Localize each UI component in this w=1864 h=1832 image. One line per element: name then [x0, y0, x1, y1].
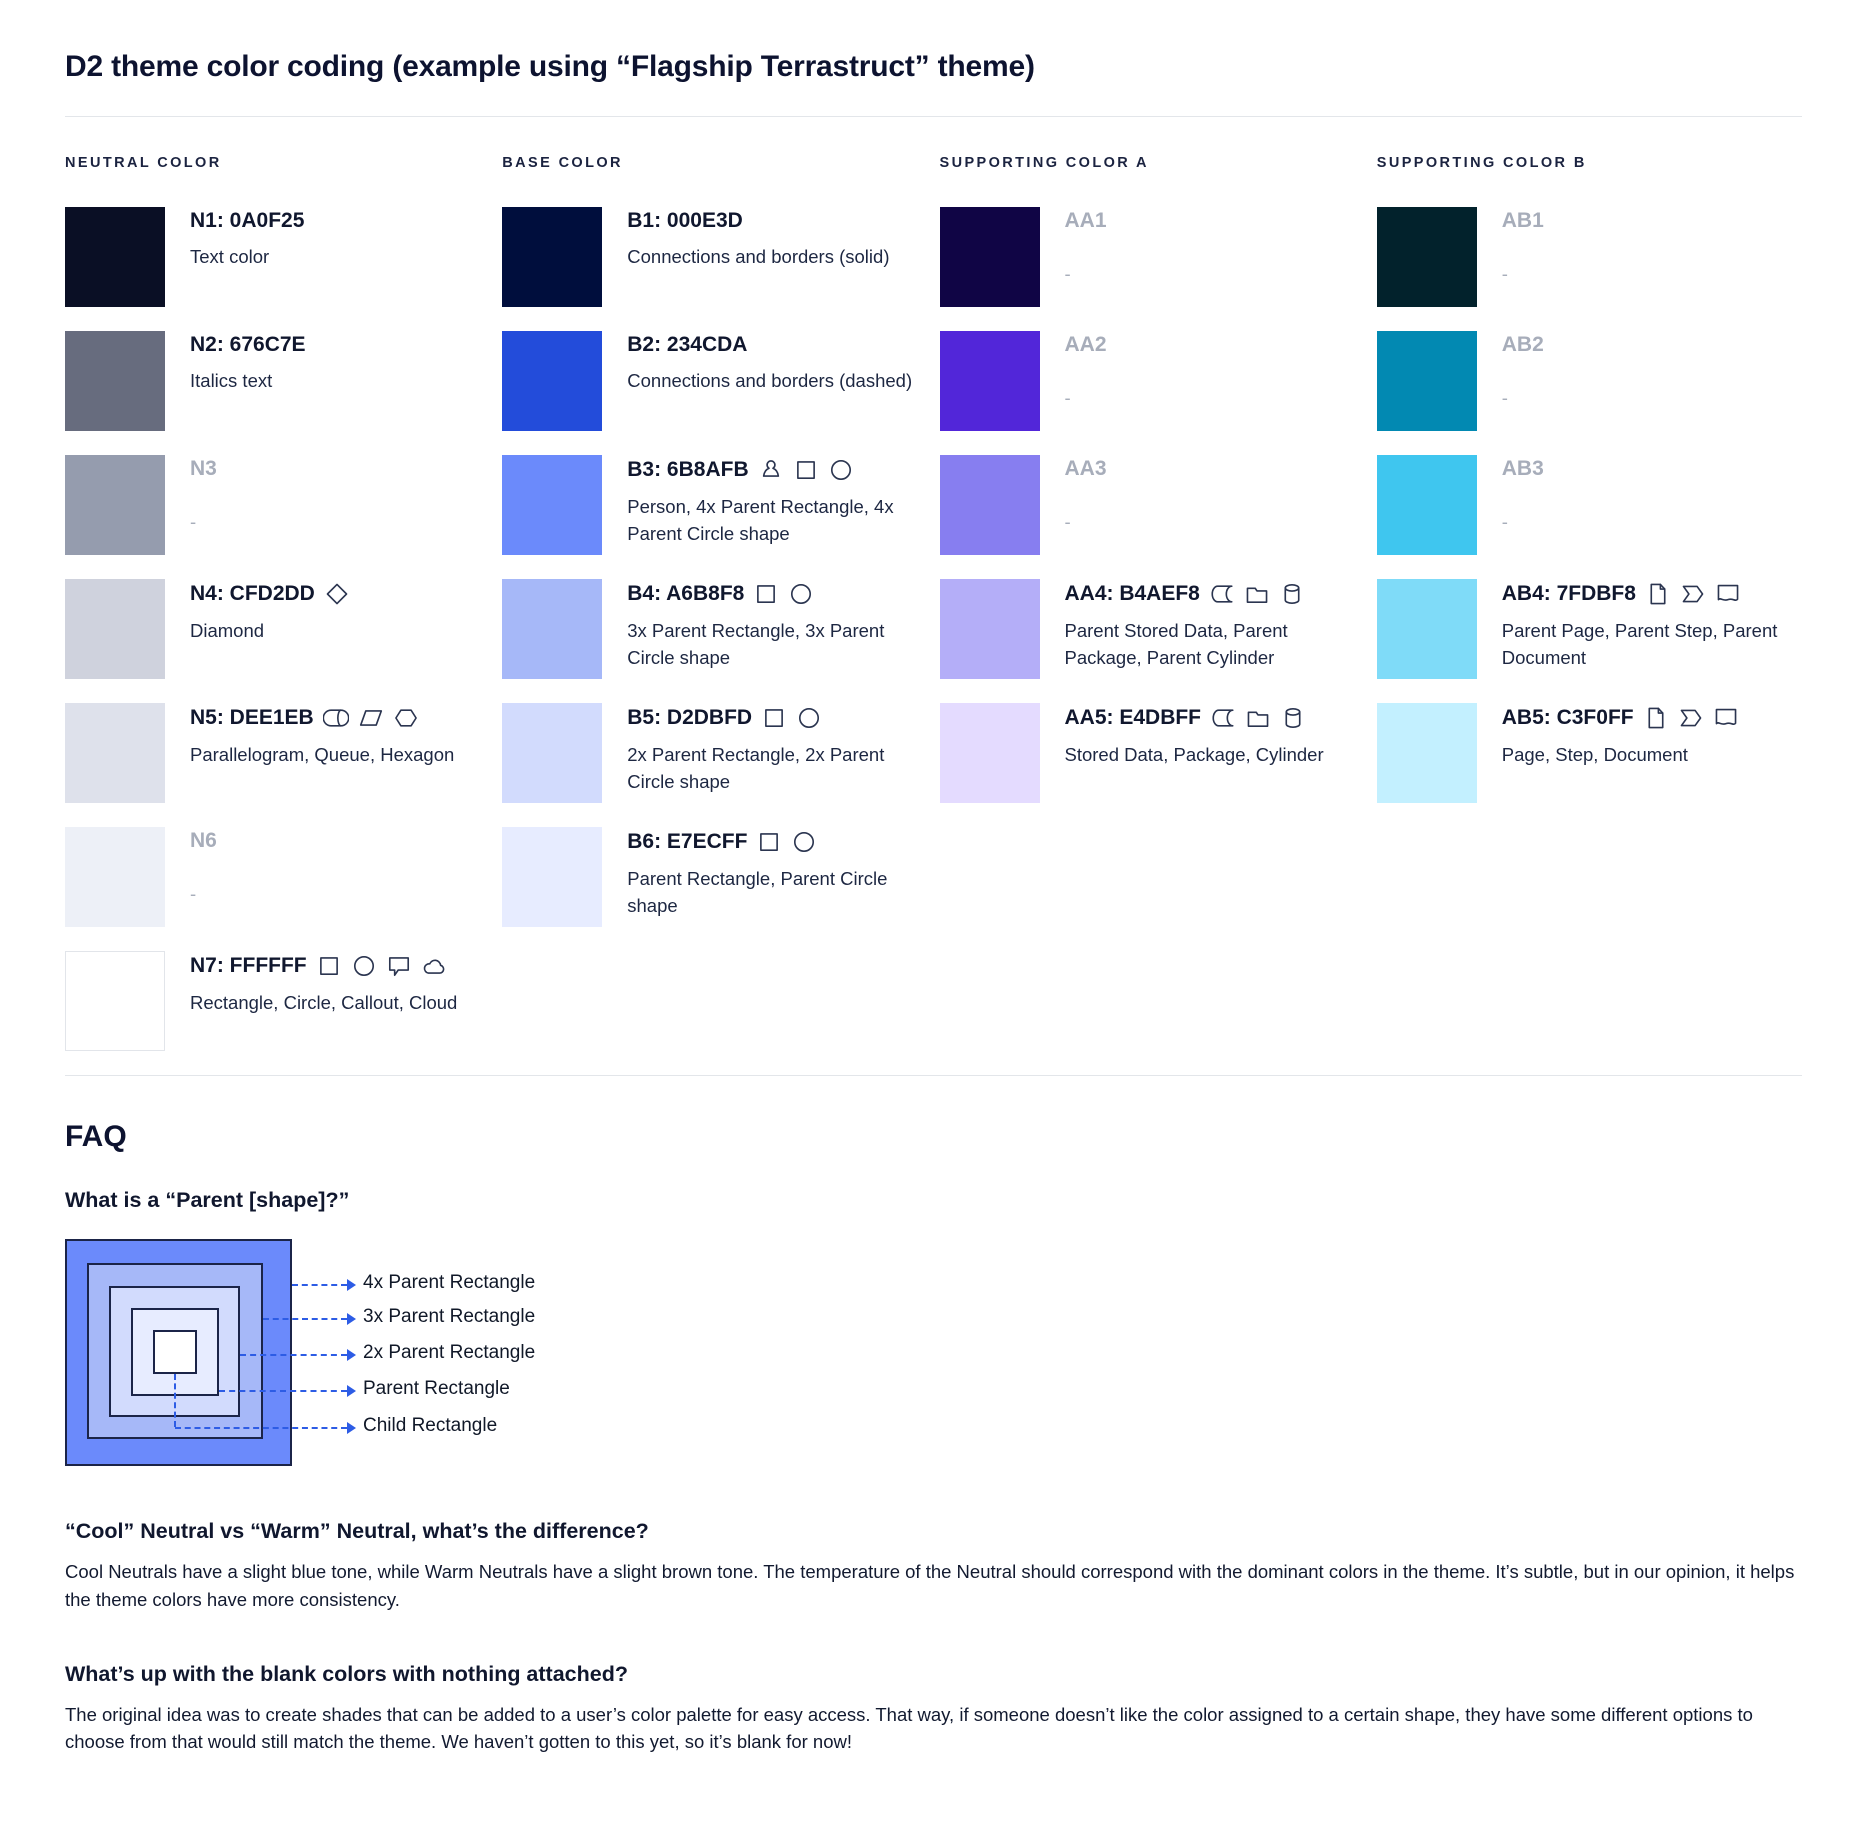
arrowhead-icon: [347, 1422, 362, 1434]
color-swatch: [1377, 455, 1477, 555]
swatch-info: [190, 207, 490, 271]
person-icon: [758, 457, 784, 483]
diamond-icon: [324, 581, 350, 607]
palette-row: [1377, 703, 1802, 803]
swatch-label: N6: [190, 829, 217, 852]
swatch-info: [190, 331, 490, 395]
swatch-description: Diamond: [190, 620, 265, 641]
color-swatch: [502, 703, 602, 803]
color-swatch: [65, 331, 165, 431]
swatch-label: AA1: [1064, 209, 1107, 232]
swatch-label: AB3: [1501, 457, 1544, 480]
swatch-description: Parent Page, Parent Step, Parent Document: [1501, 620, 1778, 668]
circle-icon: [788, 581, 814, 607]
palette-grid: [65, 155, 1802, 1075]
color-swatch: [65, 827, 165, 927]
swatch-description: Parallelogram, Queue, Hexagon: [190, 744, 455, 765]
color-swatch: [65, 951, 165, 1051]
cylinder-icon: [1279, 581, 1305, 607]
palette-row: [1377, 331, 1802, 431]
swatch-label: B3: 6B8AFB: [627, 458, 749, 481]
swatch-description: -: [190, 883, 197, 904]
palette-row: [502, 455, 927, 555]
swatch-description: 3x Parent Rectangle, 3x Parent Circle shape: [627, 620, 885, 668]
arrowhead-icon: [347, 1385, 362, 1397]
swatch-info: [627, 579, 927, 672]
color-swatch: [65, 207, 165, 307]
swatch-description: -: [1064, 387, 1071, 408]
swatch-label: AB1: [1501, 209, 1544, 232]
swatch-info: [190, 827, 490, 908]
swatch-info: [1502, 455, 1802, 536]
color-swatch: [1377, 207, 1477, 307]
arrowhead-icon: [347, 1349, 362, 1361]
divider-faq: [65, 1075, 1802, 1076]
palette-row: [502, 703, 927, 803]
arrow-line-child: [175, 1427, 347, 1429]
swatch-label: B1: 000E3D: [627, 209, 743, 232]
swatch-label: N2: 676C7E: [190, 333, 306, 356]
swatch-label: AA4: B4AEF8: [1064, 582, 1200, 605]
rectangle-icon: [316, 953, 342, 979]
color-swatch: [502, 455, 602, 555]
palette-row: [65, 951, 490, 1051]
color-swatch: [940, 579, 1040, 679]
swatch-info: [1065, 703, 1365, 769]
color-swatch: [1377, 331, 1477, 431]
nested-rectangle: [153, 1330, 197, 1374]
swatch-info: [1065, 579, 1365, 672]
parent-shape-diagram: [65, 1239, 685, 1471]
swatch-description: Connections and borders (dashed): [627, 370, 913, 391]
page-icon: [1645, 581, 1671, 607]
swatch-description: -: [1501, 511, 1508, 532]
palette-row: [1377, 207, 1802, 307]
divider-top: [65, 116, 1802, 117]
color-swatch: [65, 703, 165, 803]
palette-row: [940, 579, 1365, 679]
rectangle-icon: [756, 829, 782, 855]
diagram-label-2x: 2x Parent Rectangle: [363, 1342, 536, 1363]
swatch-description: -: [1501, 387, 1508, 408]
arrow-line-3x: [263, 1318, 347, 1320]
color-swatch: [940, 455, 1040, 555]
package-icon: [1244, 581, 1270, 607]
diagram-label-parent: Parent Rectangle: [363, 1378, 510, 1399]
step-icon: [1680, 581, 1706, 607]
palette-row: [502, 331, 927, 431]
page-icon: [1643, 705, 1669, 731]
color-swatch: [502, 331, 602, 431]
swatch-info: [627, 827, 927, 920]
swatch-description: Person, 4x Parent Rectangle, 4x Parent Circle shape: [627, 496, 894, 544]
color-swatch: [940, 331, 1040, 431]
swatch-description: Parent Stored Data, Parent Package, Parent Cylinder: [1064, 620, 1288, 668]
swatch-info: [190, 579, 490, 645]
palette-row: [65, 455, 490, 555]
swatch-label: AB5: C3F0FF: [1501, 706, 1634, 729]
document-icon: [1713, 705, 1739, 731]
circle-icon: [828, 457, 854, 483]
color-swatch: [65, 579, 165, 679]
swatch-info: [1065, 207, 1365, 288]
arrow-line-parent: [219, 1390, 347, 1392]
stored-data-icon: [1209, 581, 1235, 607]
color-swatch: [65, 455, 165, 555]
swatch-info: [190, 951, 490, 1017]
swatch-info: [1502, 579, 1802, 672]
rectangle-icon: [753, 581, 779, 607]
palette-row: [940, 207, 1365, 307]
swatch-info: [1502, 703, 1802, 769]
column-header: SUPPORTING COLOR B: [1376, 155, 1587, 171]
column-header: BASE COLOR: [502, 155, 623, 171]
swatch-description: Parent Rectangle, Parent Circle shape: [627, 868, 888, 916]
swatch-label: AA5: E4DBFF: [1064, 706, 1202, 729]
palette-row: [502, 207, 927, 307]
palette-row: [65, 827, 490, 927]
arrow-line-child-vertical: [174, 1374, 176, 1427]
swatch-label: B5: D2DBFD: [627, 706, 753, 729]
rectangle-icon: [761, 705, 787, 731]
column-header: NEUTRAL COLOR: [65, 155, 222, 171]
stored-data-icon: [1210, 705, 1236, 731]
arrow-line-2x: [240, 1354, 347, 1356]
swatch-description: -: [1064, 263, 1071, 284]
palette-row: [940, 455, 1365, 555]
column-header: SUPPORTING COLOR A: [939, 155, 1149, 171]
color-swatch: [940, 703, 1040, 803]
arrow-line-4x: [292, 1284, 347, 1286]
swatch-description: -: [190, 511, 197, 532]
faq-answer-cool-warm: Cool Neutrals have a slight blue tone, while Warm Neutrals have a slight brown tone. The temperature of the Neutral should correspond with the dominant colors in the theme. It’s subtle, but in our opinion, it helps the theme colors have more consistency.: [65, 1561, 1795, 1610]
palette-column: [65, 155, 490, 1075]
swatch-info: [190, 455, 490, 536]
swatch-description: Stored Data, Package, Cylinder: [1064, 744, 1324, 765]
arrowhead-icon: [347, 1313, 362, 1325]
diagram-label-4x: 4x Parent Rectangle: [363, 1272, 536, 1293]
swatch-description: Rectangle, Circle, Callout, Cloud: [190, 992, 458, 1013]
arrowhead-icon: [347, 1279, 362, 1291]
palette-column: [502, 155, 927, 1075]
swatch-label: AA2: [1064, 333, 1107, 356]
queue-icon: [323, 705, 349, 731]
step-icon: [1678, 705, 1704, 731]
swatch-description: Connections and borders (solid): [627, 246, 890, 267]
swatch-label: B6: E7ECFF: [627, 830, 748, 853]
swatch-info: [190, 703, 490, 769]
swatch-info: [1502, 207, 1802, 288]
swatch-info: [627, 455, 927, 548]
faq-question-parent-shape: What is a “Parent [shape]?”: [65, 1188, 350, 1212]
swatch-info: [1502, 331, 1802, 412]
swatch-label: N5: DEE1EB: [190, 706, 314, 729]
package-icon: [1245, 705, 1271, 731]
swatch-description: Page, Step, Document: [1501, 744, 1688, 765]
color-swatch: [502, 207, 602, 307]
palette-row: [502, 827, 927, 927]
color-swatch: [940, 207, 1040, 307]
swatch-description: -: [1501, 263, 1508, 284]
cloud-icon: [421, 953, 447, 979]
swatch-info: [1065, 331, 1365, 412]
palette-row: [65, 207, 490, 307]
swatch-info: [1065, 455, 1365, 536]
swatch-info: [627, 703, 927, 796]
faq-question-cool-warm: “Cool” Neutral vs “Warm” Neutral, what’s the difference?: [65, 1519, 649, 1543]
swatch-label: N1: 0A0F25: [190, 209, 305, 232]
swatch-label: AB2: [1501, 333, 1544, 356]
swatch-label: B2: 234CDA: [627, 333, 748, 356]
swatch-label: AB4: 7FDBF8: [1501, 582, 1636, 605]
color-swatch: [502, 827, 602, 927]
parallelogram-icon: [358, 705, 384, 731]
palette-row: [1377, 455, 1802, 555]
swatch-description: 2x Parent Rectangle, 2x Parent Circle shape: [627, 744, 885, 792]
palette-row: [65, 703, 490, 803]
rectangle-icon: [793, 457, 819, 483]
faq-answer-blank-colors: The original idea was to create shades that can be added to a user’s color palette for easy access. That way, if someone doesn’t like the color assigned to a certain shape, they have some different options to choose from that would still match the theme. We haven’t gotten to this yet, so it’s blank for now!: [65, 1703, 1753, 1753]
swatch-label: N4: CFD2DD: [190, 582, 315, 605]
hexagon-icon: [393, 705, 419, 731]
swatch-description: Italics text: [190, 370, 273, 391]
diagram-label-child: Child Rectangle: [363, 1415, 498, 1436]
color-swatch: [1377, 579, 1477, 679]
faq-title: FAQ: [65, 1120, 127, 1153]
color-swatch: [502, 579, 602, 679]
color-swatch: [1377, 703, 1477, 803]
circle-icon: [351, 953, 377, 979]
swatch-info: [627, 331, 927, 395]
swatch-description: Text color: [190, 246, 270, 267]
palette-row: [65, 331, 490, 431]
diagram-label-3x: 3x Parent Rectangle: [363, 1306, 536, 1327]
palette-row: [65, 579, 490, 679]
swatch-label: N7: FFFFFF: [190, 954, 307, 977]
palette-row: [502, 579, 927, 679]
circle-icon: [791, 829, 817, 855]
swatch-description: -: [1064, 511, 1071, 532]
palette-column: [940, 155, 1365, 1075]
palette-row: [940, 703, 1365, 803]
swatch-label: AA3: [1064, 457, 1107, 480]
faq-question-blank-colors: What’s up with the blank colors with nothing attached?: [65, 1661, 628, 1686]
circle-icon: [796, 705, 822, 731]
swatch-label: N3: [190, 457, 217, 480]
palette-row: [1377, 579, 1802, 679]
palette-column: [1377, 155, 1802, 1075]
page-title: D2 theme color coding (example using “Flagship Terrastruct” theme): [65, 50, 1035, 83]
palette-row: [940, 331, 1365, 431]
callout-icon: [386, 953, 412, 979]
document-icon: [1715, 581, 1741, 607]
cylinder-icon: [1280, 705, 1306, 731]
swatch-info: [627, 207, 927, 271]
swatch-label: B4: A6B8F8: [627, 582, 745, 605]
